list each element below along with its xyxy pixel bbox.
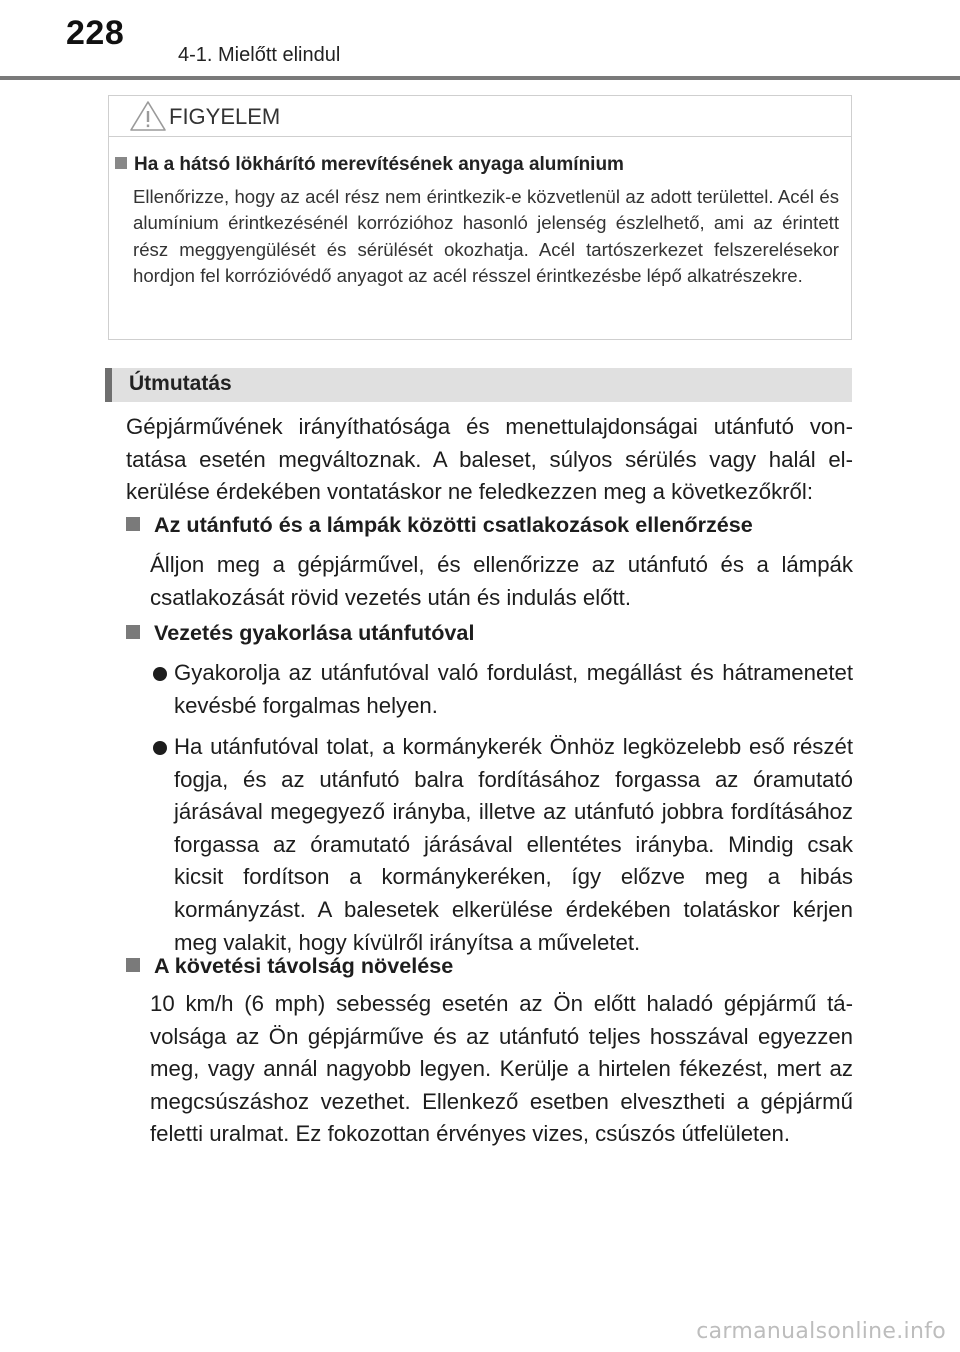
- warning-body: Ellenőrizze, hogy az acél rész nem érintkezik-e közvetlenül az adott területtel. Acél és alumínium érintkezésénél korrózióhoz hasonló jelenség észlelhető, ami az érintett rész meggyengülését és sérülését okozhatja. Acél tartószerkezet felszerelésekor hordjon fel korrózióvédő anyagot az acél résszel érintkezésbe lépő alkatrészekre.: [133, 186, 839, 287]
- square-bullet-icon: [126, 625, 140, 639]
- bullet-dot-icon: [153, 667, 167, 681]
- bullet-practice-2: Ha utánfutóval tolat, a kormánykerék Önhöz legközelebb eső részét fogja, és az utánfutó balra fordításához forgassa az óramutató járásával megegyező irányba, illetve az utánfutó jobbra fordításához forgassa az óramutató járásával ellentétes irányba. Mindig csak kicsit fordítson a kormánykeréken, így előzve meg a hibás kormányzást. A balesetek elkerülése érdekében tolatáskor kérjen meg valakit, hogy kívülről irányítsa a műveletet.: [174, 734, 853, 955]
- warning-box: [108, 95, 852, 340]
- tip-heading-bar: [105, 368, 852, 402]
- paragraph-distance: 10 km/h (6 mph) sebesség esetén az Ön előtt haladó gépjármű távolsága az Ön gépjárműve és az utánfutó teljes hosszával egyezzen meg, vagy annál nagyobb legyen. Kerülje a hirtelen fékezést, mert az megcsúszáshoz vezethet. Ellenkező esetben elvesztheti a gépjármű feletti uralmat. Ez fokozottan érvényes vizes, csúszós útfelületen.: [150, 991, 853, 1147]
- warning-triangle-icon: [129, 100, 167, 132]
- section-title: 4-1. Mielőtt elindul: [178, 44, 341, 66]
- square-bullet-icon: [126, 517, 140, 531]
- subheading-connections: [126, 512, 753, 538]
- bullet-practice-1: Gyakorolja az utánfutóval való fordulást, megállást és hátramenetet kevésbé forgalmas helyen.: [174, 660, 853, 718]
- warning-subheading-text: Ha a hátsó lökhárító merevítésének anyaga alumínium: [134, 154, 624, 175]
- bullet-dot-icon: [153, 741, 167, 755]
- watermark: carmanualsonline.info: [696, 1319, 946, 1344]
- subheading-distance: [126, 953, 453, 979]
- warning-title: FIGYELEM: [169, 104, 281, 129]
- subheading-text: A követési távolság növelése: [154, 953, 454, 978]
- page-number: 228: [66, 14, 125, 52]
- intro-paragraph: Gépjárművének irányíthatósága és menettulajdonságai utánfutó vontatása esetén megváltoznak. A baleset, súlyos sérülés vagy halál elkerülése érdekében vontatáskor ne feledkezzen meg a következőkről:: [126, 414, 853, 505]
- square-bullet-icon: [126, 958, 140, 972]
- warning-header: [109, 96, 851, 137]
- paragraph-connections: Álljon meg a gépjárművel, és ellenőrizze az utánfutó és a lámpák csatlakozását rövid vezetés után és indulás előtt.: [150, 552, 853, 610]
- square-bullet-icon: [115, 157, 127, 169]
- warning-subheading: [115, 154, 624, 176]
- subheading-text: Vezetés gyakorlása utánfutóval: [154, 620, 475, 645]
- header-rule: [0, 76, 960, 80]
- tip-title: Útmutatás: [129, 372, 232, 395]
- subheading-practice: [126, 620, 474, 646]
- subheading-text: Az utánfutó és a lámpák közötti csatlakozások ellenőrzése: [154, 512, 753, 537]
